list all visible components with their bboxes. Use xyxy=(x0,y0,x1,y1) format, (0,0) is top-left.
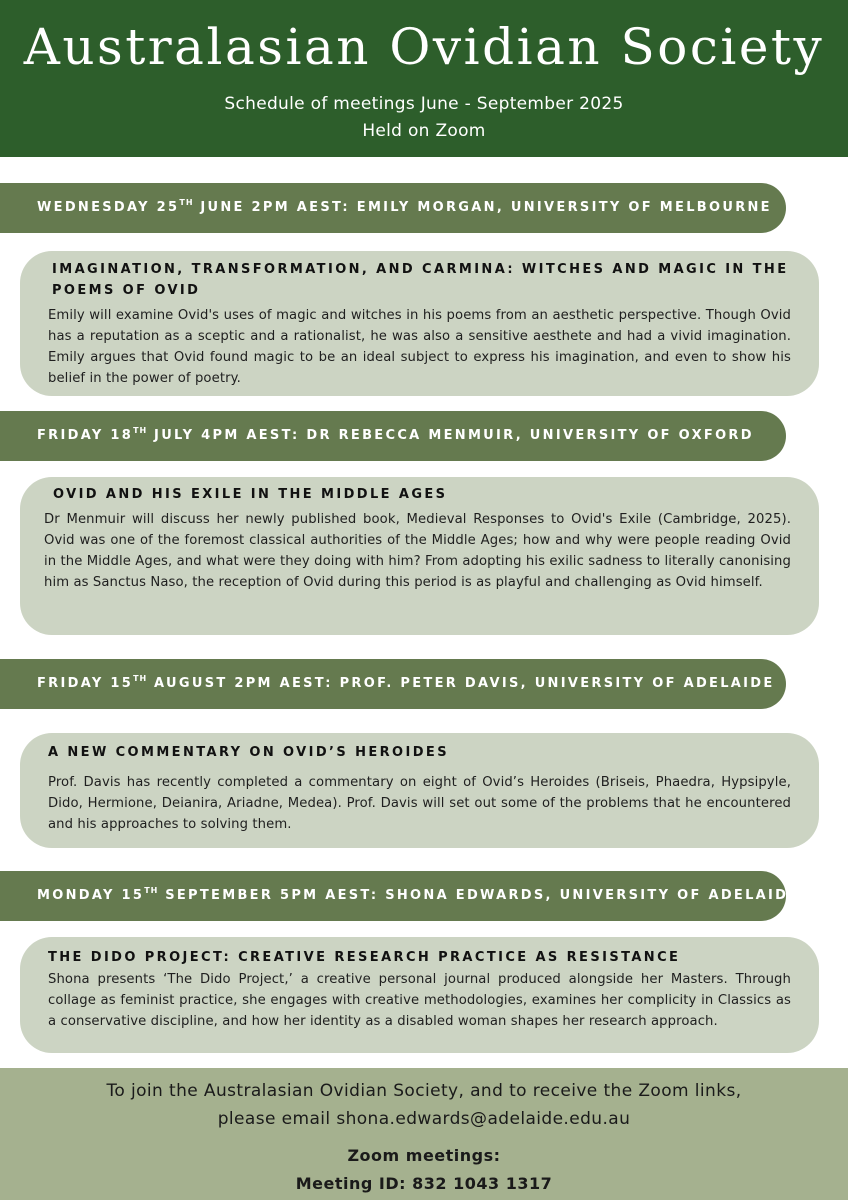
talk-card-3 xyxy=(20,733,819,848)
zoom-label: Zoom meetings: xyxy=(347,1146,501,1165)
meeting-date-3: FRIDAY 15 xyxy=(37,676,134,691)
talk-card-2 xyxy=(20,477,819,635)
talk-title-2: OVID AND HIS EXILE IN THE MIDDLE AGES xyxy=(53,487,448,502)
join-instructions xyxy=(0,1077,848,1133)
page-footer xyxy=(0,1068,848,1200)
meeting-speaker-2: JULY 4PM AEST: DR REBECCA MENMUIR, UNIVERSITY OF OXFORD xyxy=(147,428,754,443)
talk-card-4 xyxy=(20,937,819,1053)
ordinal-suffix-4: TH xyxy=(144,886,159,895)
join-line-2: please email shona.edwards@adelaide.edu.au xyxy=(217,1109,631,1129)
talk-title-4: THE DIDO PROJECT: CREATIVE RESEARCH PRACTICE AS RESISTANCE xyxy=(48,950,681,965)
meeting-date-2: FRIDAY 18 xyxy=(37,428,134,443)
meeting-date-bar-2 xyxy=(0,411,786,461)
ordinal-suffix-2: TH xyxy=(133,426,148,435)
ordinal-suffix-3: TH xyxy=(133,674,148,683)
meeting-date-bar-4 xyxy=(0,871,800,921)
zoom-details xyxy=(0,1142,848,1198)
talk-title-1: IMAGINATION, TRANSFORMATION, AND CARMINA: WITCHES AND MAGIC IN THE POEMS OF OVID xyxy=(52,262,789,298)
talk-title-3: A NEW COMMENTARY ON OVID’S HEROIDES xyxy=(48,745,449,760)
page-header xyxy=(0,0,848,157)
meeting-date-1: WEDNESDAY 25 xyxy=(37,200,180,215)
page-subtitle xyxy=(0,91,848,145)
talk-abstract-2: Dr Menmuir will discuss her newly published book, Medieval Responses to Ovid's Exile (Cambridge, 2025). Ovid was one of the foremost classical authorities of the Middle Ages; how and why were people reading Ovid in the Middle Ages, and what were they doing with him? From adopting his exilic sadness to literally canonising him as Sanctus Naso, the reception of Ovid during this period is as playful and challenging as Ovid himself. xyxy=(44,512,791,590)
meeting-speaker-4: SEPTEMBER 5PM AEST: SHONA EDWARDS, UNIVERSITY OF ADELAIDE xyxy=(158,888,800,903)
meeting-speaker-3: AUGUST 2PM AEST: PROF. PETER DAVIS, UNIVERSITY OF ADELAIDE xyxy=(147,676,775,691)
talk-abstract-4: Shona presents ‘The Dido Project,’ a creative personal journal produced alongside her Masters. Through collage as feminist practice, she engages with creative methodologies, examines her complicity in Classics as a conservative discipline, and how her identity as a disabled woman shapes her research approach. xyxy=(48,972,791,1029)
join-line-1: To join the Australasian Ovidian Society, and to receive the Zoom links, xyxy=(106,1081,742,1101)
meeting-date-bar-1 xyxy=(0,183,786,233)
schedule-subtitle: Schedule of meetings June - September 2025 xyxy=(224,94,624,114)
meeting-date-bar-3 xyxy=(0,659,786,709)
venue-subtitle: Held on Zoom xyxy=(362,121,486,141)
talk-card-1 xyxy=(20,251,819,396)
meeting-speaker-1: JUNE 2PM AEST: EMILY MORGAN, UNIVERSITY OF MELBOURNE xyxy=(193,200,772,215)
page-title: Australasian Ovidian Society xyxy=(23,18,825,76)
talk-abstract-1: Emily will examine Ovid's uses of magic and witches in his poems from an aesthetic perspective. Though Ovid has a reputation as a sceptic and a rationalist, he was also a sensitive aesthete and had a vivid imagination. Emily argues that Ovid found magic to be an ideal subject to express his imagination, and even to show his belief in the power of poetry. xyxy=(48,308,791,386)
ordinal-suffix-1: TH xyxy=(179,198,194,207)
talk-abstract-3: Prof. Davis has recently completed a commentary on eight of Ovid’s Heroides (Briseis, Phaedra, Hypsipyle, Dido, Hermione, Deianira, Ariadne, Medea). Prof. Davis will set out some of the problems that he encountered and his approaches to solving them. xyxy=(48,775,791,832)
meeting-date-4: MONDAY 15 xyxy=(37,888,145,903)
meeting-id: Meeting ID: 832 1043 1317 xyxy=(295,1174,553,1193)
